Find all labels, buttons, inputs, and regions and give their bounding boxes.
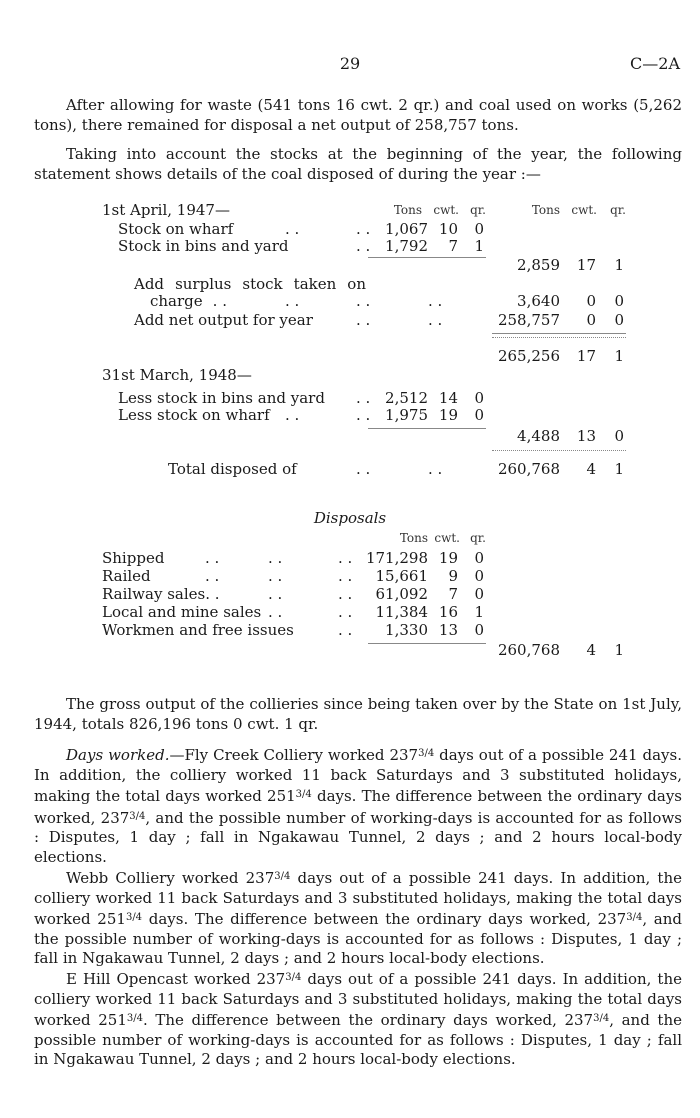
col-head-cwt: cwt. bbox=[433, 203, 459, 217]
less-wharf-qr: 0 bbox=[474, 406, 484, 424]
disposals-col-head-cwt: cwt. bbox=[434, 531, 460, 545]
disposals-total-qr: 1 bbox=[614, 641, 624, 659]
subtotal-opening-qr: 1 bbox=[614, 256, 624, 274]
disposals-total-cwt: 4 bbox=[586, 641, 596, 659]
surplus-label-line2: charge . . bbox=[150, 292, 227, 310]
surplus-cwt: 0 bbox=[586, 292, 596, 310]
intro-paragraph-2: Taking into account the stocks at the beginning of the year, the following statement shows details of the coal disposed of during the year :— bbox=[34, 145, 682, 183]
disposal-cwt: 19 bbox=[438, 549, 458, 567]
leader-dots: . . bbox=[268, 603, 283, 621]
total-disposed-qr: 1 bbox=[614, 460, 624, 478]
leader-dots: . . bbox=[338, 549, 353, 567]
leader-dots: . . bbox=[268, 567, 283, 585]
sum-rule bbox=[492, 337, 626, 338]
less-bins-qr: 0 bbox=[474, 389, 484, 407]
total-disposed-cwt: 4 bbox=[586, 460, 596, 478]
e-hill-paragraph: E Hill Opencast worked $237^{3/4}$ days out of a possible 241 days. In addition, the colliery worked 11 back Saturdays and 3 substituted holidays, making the total days worked $251^{3/4}$. The difference between the ordinary days worked, $237^{3/4}$, and the possible number of working-days is accounted for as follows : Disputes, 1 day ; fall in Ngakawau Tunnel, 2 days ; and 2 hours local-body elections. bbox=[34, 970, 682, 1068]
subtotal-closing-cwt: 13 bbox=[576, 427, 596, 445]
surplus-label-line1: Add surplus stock taken on bbox=[134, 275, 366, 293]
leader-dots: . . bbox=[205, 567, 220, 585]
stock-wharf-label: Stock on wharf bbox=[118, 220, 234, 238]
disposal-cwt: 16 bbox=[438, 603, 458, 621]
leader-dots: . . bbox=[285, 406, 300, 424]
subtotal-opening-tons: 2,859 bbox=[517, 256, 560, 274]
subtotal-opening-cwt: 17 bbox=[576, 256, 596, 274]
disposal-qr: 0 bbox=[474, 549, 484, 567]
leader-dots: . . bbox=[338, 621, 353, 639]
col-head-cwt-2: cwt. bbox=[571, 203, 597, 217]
disposal-tons: 11,384 bbox=[375, 603, 428, 621]
disposals-heading: Disposals bbox=[313, 509, 387, 527]
disposals-col-head-qr: qr. bbox=[470, 531, 486, 545]
leader-dots: . . bbox=[356, 292, 371, 310]
disposal-cwt: 7 bbox=[448, 585, 458, 603]
subtotal-closing-tons: 4,488 bbox=[517, 427, 560, 445]
leader-dots: . . bbox=[428, 311, 443, 329]
subtotal-available-tons: 265,256 bbox=[497, 347, 560, 365]
disposal-tons: 1,330 bbox=[385, 621, 428, 639]
leader-dots: . . bbox=[356, 406, 371, 424]
less-wharf-tons: 1,975 bbox=[385, 406, 428, 424]
leader-dots: . . bbox=[356, 460, 371, 478]
intro-paragraph-1: After allowing for waste (541 tons 16 cwt. 2 qr.) and coal used on works (5,262 tons), there remained for disposal a net output of 258,757 tons. bbox=[34, 96, 682, 134]
leader-dots: . . bbox=[356, 389, 371, 407]
leader-dots: . . bbox=[338, 567, 353, 585]
date-closing: 31st March, 1948— bbox=[102, 366, 252, 384]
disposal-label: Local and mine sales bbox=[102, 603, 262, 621]
less-wharf-cwt: 19 bbox=[438, 406, 458, 424]
page-number: 29 bbox=[339, 54, 361, 73]
less-bins-tons: 2,512 bbox=[385, 389, 428, 407]
leader-dots: . . bbox=[428, 292, 443, 310]
webb-paragraph: Webb Colliery worked $237^{3/4}$ days out of a possible 241 days. In addition, the colliery worked 11 back Saturdays and 3 substituted holidays, making the total days worked $251^{3/4}$ days. The difference between the ordinary days worked, $237^{3/4}$, and the possible number of working-days is accounted for as follows : Disputes, 1 day ; fall in Ngakawau Tunnel, 2 days ; and 2 hours local-body elections. bbox=[34, 869, 682, 967]
sum-rule bbox=[368, 643, 486, 644]
sum-rule bbox=[492, 450, 626, 451]
disposal-cwt: 13 bbox=[438, 621, 458, 639]
net-output-cwt: 0 bbox=[586, 311, 596, 329]
surplus-tons: 3,640 bbox=[517, 292, 560, 310]
stock-bins-cwt: 7 bbox=[448, 237, 458, 255]
disposal-qr: 0 bbox=[474, 585, 484, 603]
col-head-qr-2: qr. bbox=[610, 203, 626, 217]
disposal-label: Railed bbox=[102, 567, 151, 585]
col-head-tons-2: Tons bbox=[531, 203, 560, 217]
disposal-label: Railway sales. . bbox=[102, 585, 220, 603]
net-output-tons: 258,757 bbox=[497, 311, 560, 329]
disposal-cwt: 9 bbox=[448, 567, 458, 585]
leader-dots: . . bbox=[428, 460, 443, 478]
stock-bins-tons: 1,792 bbox=[385, 237, 428, 255]
disposal-tons: 61,092 bbox=[375, 585, 428, 603]
net-output-label: Add net output for year bbox=[134, 311, 313, 329]
disposal-tons: 15,661 bbox=[375, 567, 428, 585]
subtotal-closing-qr: 0 bbox=[614, 427, 624, 445]
disposal-label: Workmen and free issues bbox=[102, 621, 294, 639]
leader-dots: . . bbox=[338, 603, 353, 621]
document-reference: C—2A bbox=[630, 54, 680, 73]
stock-bins-qr: 1 bbox=[474, 237, 484, 255]
disposal-qr: 0 bbox=[474, 567, 484, 585]
leader-dots: . . bbox=[285, 292, 300, 310]
total-disposed-label: Total disposed of bbox=[168, 460, 297, 478]
stock-wharf-cwt: 10 bbox=[438, 220, 458, 238]
sum-rule bbox=[368, 257, 486, 258]
stock-wharf-qr: 0 bbox=[474, 220, 484, 238]
disposals-total-tons: 260,768 bbox=[497, 641, 560, 659]
disposals-col-head-tons: Tons bbox=[399, 531, 428, 545]
date-opening: 1st April, 1947— bbox=[102, 201, 230, 219]
leader-dots: . . bbox=[356, 220, 371, 238]
col-head-tons: Tons bbox=[393, 203, 422, 217]
leader-dots: . . bbox=[356, 311, 371, 329]
surplus-qr: 0 bbox=[614, 292, 624, 310]
days-worked-heading: Days worked. bbox=[66, 746, 170, 764]
leader-dots: . . bbox=[268, 549, 283, 567]
leader-dots: . . bbox=[338, 585, 353, 603]
disposal-qr: 1 bbox=[474, 603, 484, 621]
leader-dots: . . bbox=[356, 237, 371, 255]
fly-creek-paragraph: Days worked.—Fly Creek Colliery worked $237^{3/4}$ days out of a possible 241 days. In addition, the colliery worked 11 back Saturdays and 3 substituted holidays, making the total days worked $251^{3/4}$ days. The difference between the ordinary days worked, $237^{3/4}$, and the possible number of working-days is accounted for as follows : Disputes, 1 day ; fall in Ngakawau Tunnel, 2 days ; and 2 hours local-body elections. bbox=[34, 746, 682, 866]
leader-dots: . . bbox=[285, 220, 300, 238]
disposal-qr: 0 bbox=[474, 621, 484, 639]
col-head-qr: qr. bbox=[470, 203, 486, 217]
sum-rule bbox=[492, 333, 626, 334]
net-output-qr: 0 bbox=[614, 311, 624, 329]
stock-wharf-tons: 1,067 bbox=[385, 220, 428, 238]
gross-output-paragraph: The gross output of the collieries since being taken over by the State on 1st July, 1944, totals 826,196 tons 0 cwt. 1 qr. bbox=[34, 695, 682, 733]
total-disposed-tons: 260,768 bbox=[497, 460, 560, 478]
less-wharf-label: Less stock on wharf bbox=[118, 406, 270, 424]
less-bins-label: Less stock in bins and yard bbox=[118, 389, 325, 407]
leader-dots: . . bbox=[268, 585, 283, 603]
subtotal-available-cwt: 17 bbox=[576, 347, 596, 365]
leader-dots: . . bbox=[205, 549, 220, 567]
stock-bins-label: Stock in bins and yard bbox=[118, 237, 289, 255]
subtotal-available-qr: 1 bbox=[614, 347, 624, 365]
sum-rule bbox=[368, 428, 486, 429]
disposal-tons: 171,298 bbox=[365, 549, 428, 567]
disposal-label: Shipped bbox=[102, 549, 165, 567]
less-bins-cwt: 14 bbox=[438, 389, 458, 407]
